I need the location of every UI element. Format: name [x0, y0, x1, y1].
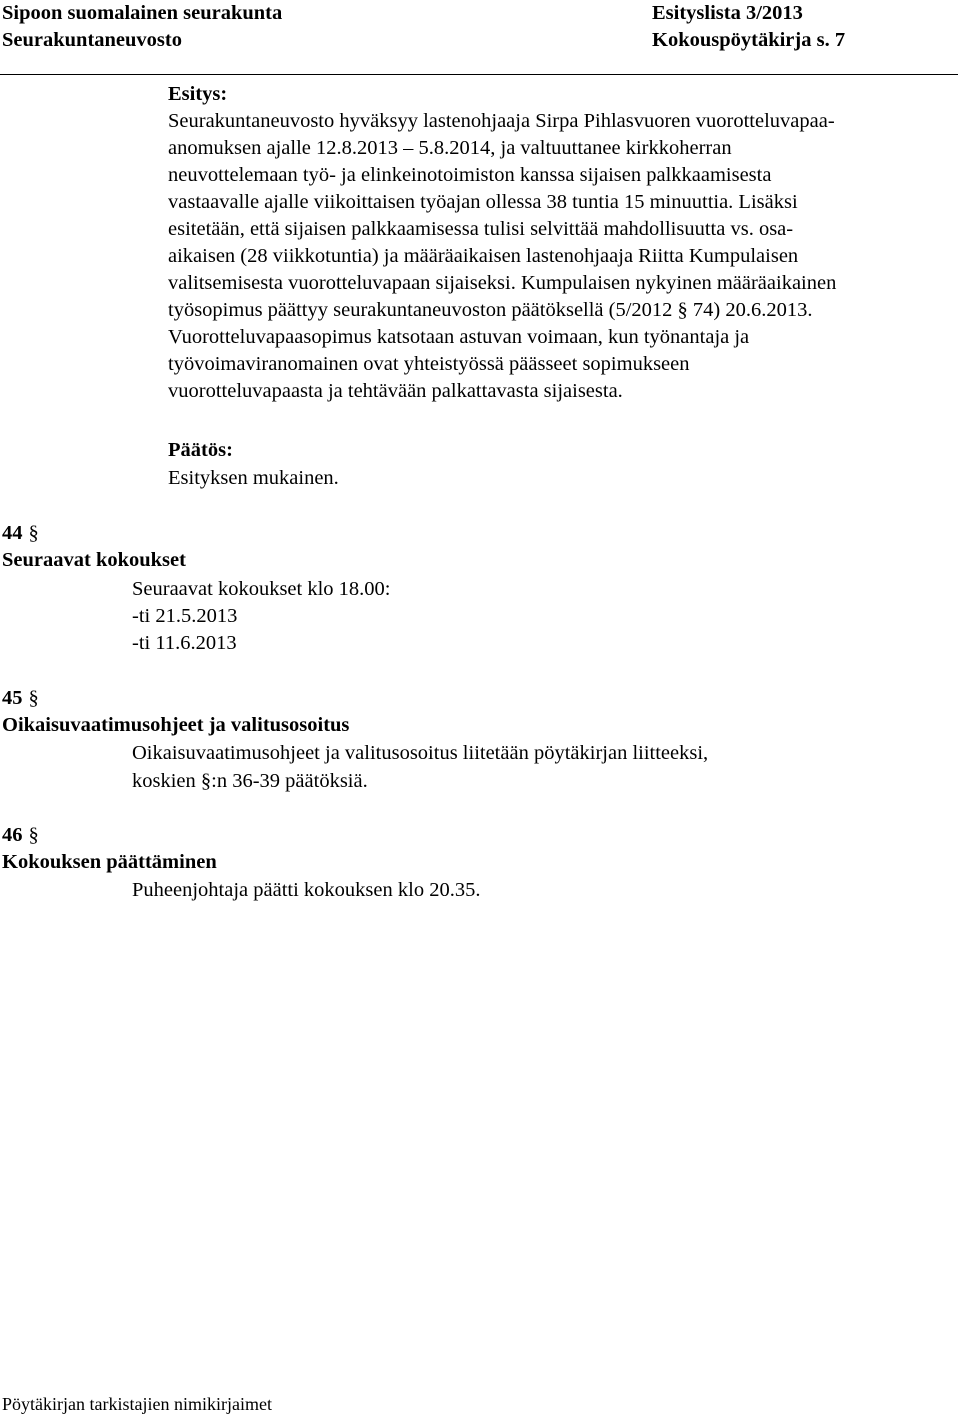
proposal-text — [168, 108, 958, 405]
section-line: -ti 21.5.2013 — [132, 605, 238, 627]
section-symbol: § — [28, 522, 39, 544]
proposal-line: aikaisen (28 viikkotuntia) ja määräaikaisen lastenohjaaja Riitta Kumpulaisen — [168, 245, 799, 267]
proposal-line: Seurakuntaneuvosto hyväksyy lastenohjaaja Sirpa Pihlasvuoren vuorotteluvapaa- — [168, 110, 835, 132]
body-name: Seurakuntaneuvosto — [2, 29, 182, 51]
section-title: Kokouksen päättäminen — [2, 851, 217, 873]
section-number — [2, 822, 39, 849]
section-number-value: 45 — [2, 687, 23, 709]
section-number — [2, 520, 39, 547]
proposal-line: vastaavalle ajalle viikoittaisen työajan ollessa 38 tuntia 15 minuuttia. Lisäksi — [168, 191, 798, 213]
section-symbol: § — [28, 687, 39, 709]
section-title: Oikaisuvaatimusohjeet ja valitusosoitus — [2, 714, 350, 736]
header-rule — [0, 74, 958, 75]
section-number-value: 44 — [2, 522, 23, 544]
decision-text: Esityksen mukainen. — [168, 467, 339, 489]
proposal-line: Vuorotteluvapaasopimus katsotaan astuvan voimaan, kun työnantaja ja — [168, 326, 750, 348]
minutes-page: Kokouspöytäkirja s. 7 — [652, 29, 846, 51]
proposal-line: esitetään, että sijaisen palkkaamisessa tulisi selvittää mahdollisuutta vs. osa- — [168, 218, 794, 240]
section-line: Seuraavat kokoukset klo 18.00: — [132, 578, 391, 600]
section-line: koskien §:n 36-39 päätöksiä. — [132, 770, 368, 792]
proposal-line: työvoimaviranomainen ovat yhteistyössä päässeet sopimukseen — [168, 353, 690, 375]
proposal-line: työsopimus päättyy seurakuntaneuvoston päätöksellä (5/2012 § 74) 20.6.2013. — [168, 299, 813, 321]
org-name: Sipoon suomalainen seurakunta — [2, 2, 283, 24]
section-number-value: 46 — [2, 824, 23, 846]
section-title: Seuraavat kokoukset — [2, 549, 186, 571]
proposal-line: anomuksen ajalle 12.8.2013 – 5.8.2014, ja valtuuttanee kirkkoherran — [168, 137, 732, 159]
section-line: Oikaisuvaatimusohjeet ja valitusosoitus liitetään pöytäkirjan liitteeksi, — [132, 742, 709, 764]
section-line: -ti 11.6.2013 — [132, 632, 237, 654]
proposal-line: valitsemisesta vuorotteluvapaan sijaiseksi. Kumpulaisen nykyinen määräaikainen — [168, 272, 837, 294]
proposal-line: neuvottelemaan työ- ja elinkeinotoimiston kanssa sijaisen palkkaamisesta — [168, 164, 772, 186]
decision-heading: Päätös: — [168, 439, 233, 461]
proposal-line: vuorotteluvapaasta ja tehtävään palkattavasta sijaisesta. — [168, 380, 623, 402]
proposal-heading: Esitys: — [168, 83, 228, 105]
section-number — [2, 685, 39, 712]
agenda-number: Esityslista 3/2013 — [652, 2, 803, 24]
footer-initials-label: Pöytäkirjan tarkistajien nimikirjaimet — [2, 1394, 272, 1414]
section-line: Puheenjohtaja päätti kokouksen klo 20.35. — [132, 879, 481, 901]
section-symbol: § — [28, 824, 39, 846]
